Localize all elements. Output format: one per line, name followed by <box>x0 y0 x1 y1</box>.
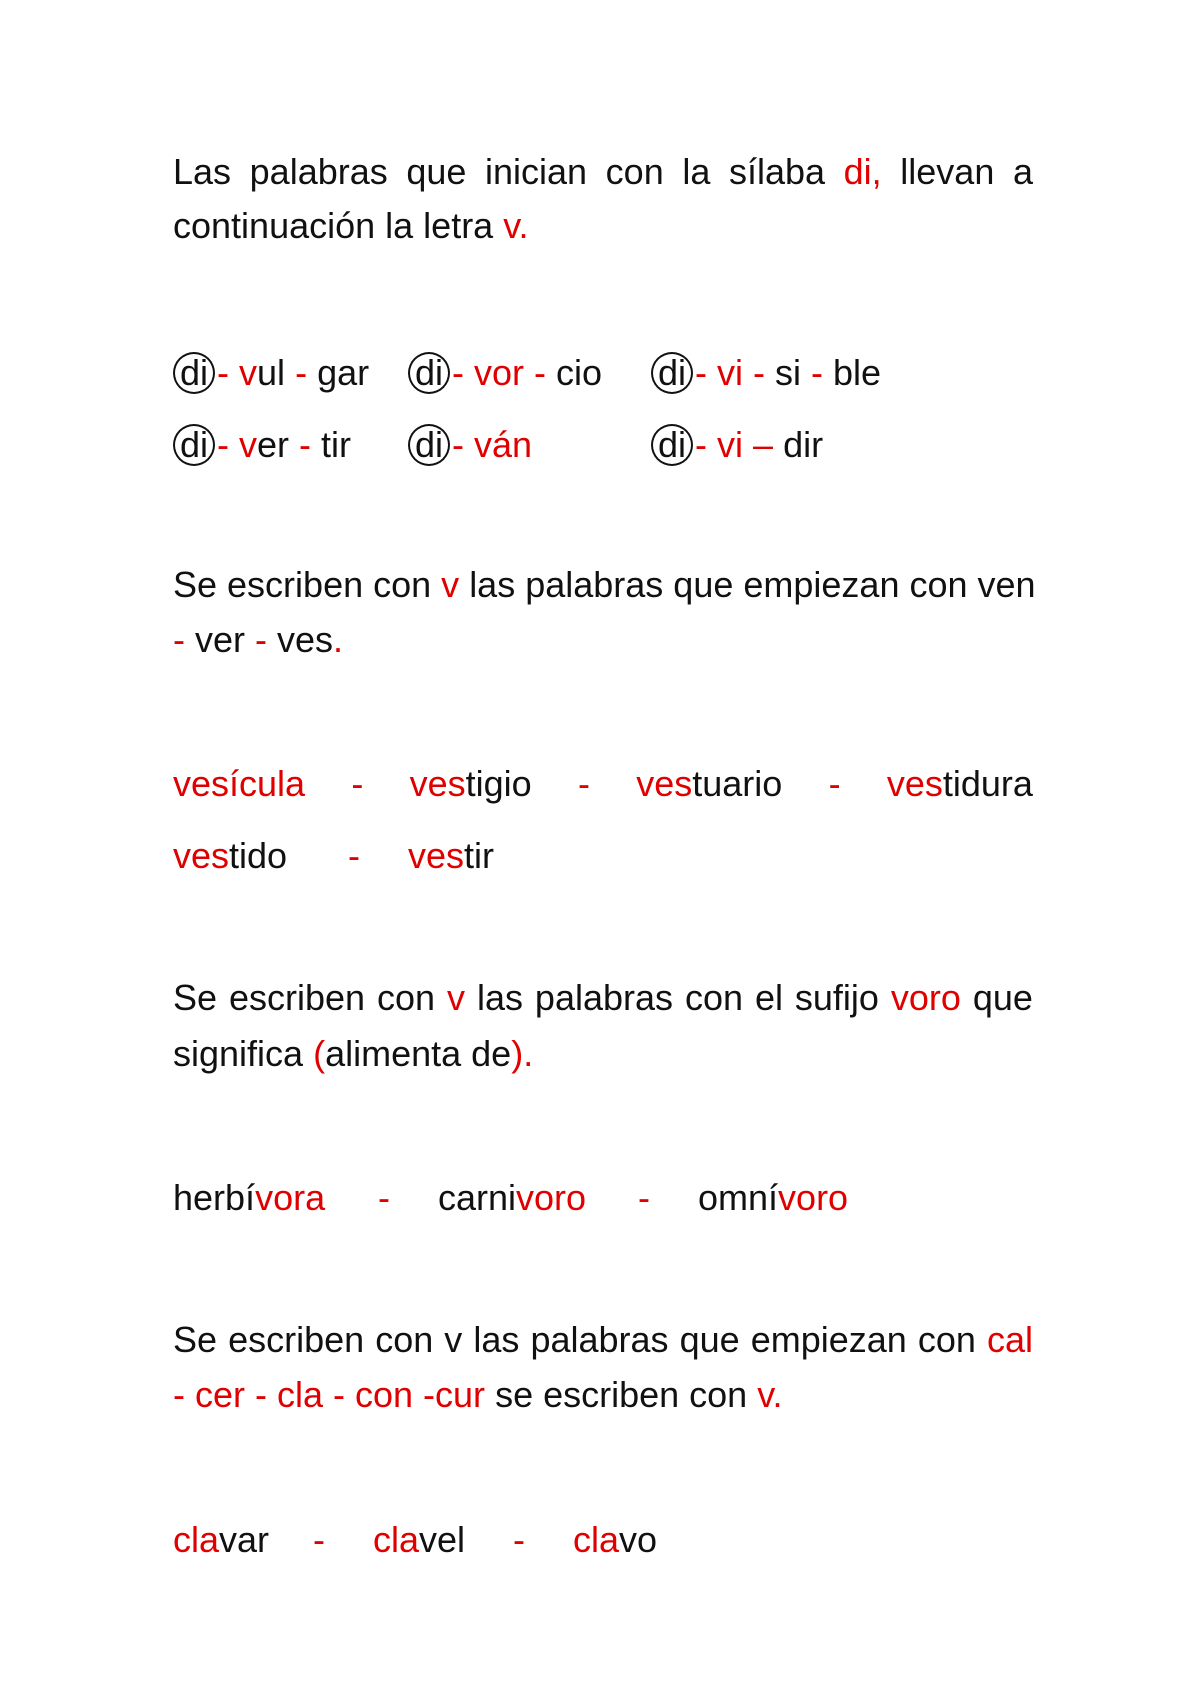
word-omnivoro: omnívoro <box>698 1177 849 1218</box>
syllable-di: di, <box>843 151 882 192</box>
word-clavel: clavel <box>373 1519 466 1560</box>
word-clavo: clavo <box>573 1519 658 1560</box>
word-divan: di - ván <box>408 424 532 466</box>
circled-di: di <box>408 352 450 394</box>
rule4-line2: - cer - cla - con -cur se escriben con v. <box>173 1374 783 1415</box>
word-vestir: vestir <box>408 835 495 876</box>
rule2-line2: - ver - ves. <box>173 619 344 660</box>
word-carnivoro: carnivoro <box>438 1177 587 1218</box>
ves-words-row1 <box>173 763 1033 804</box>
cla-words-row <box>173 1519 1033 1562</box>
word-vestidura: vestidura <box>886 763 1033 804</box>
separator: - <box>351 763 364 804</box>
separator: - <box>513 1519 525 1560</box>
ves-words-row2 <box>173 835 1033 878</box>
word-herbivora: herbívora <box>173 1177 326 1218</box>
separator: - <box>313 1519 325 1560</box>
circled-di: di <box>651 352 693 394</box>
rule3-line2: significa (alimenta de). <box>173 1033 534 1074</box>
word-clavar: clavar <box>173 1519 270 1560</box>
rule2-line1: Se escriben con v las palabras que empiezan con ven <box>173 564 1036 605</box>
rule1-line2: continuación la letra v. <box>173 205 529 246</box>
separator: - <box>348 835 360 876</box>
separator: - <box>577 763 590 804</box>
di-words-row1 <box>173 352 1033 392</box>
circled-di: di <box>408 424 450 466</box>
rule4-line1: Se escriben con v las palabras que empiezan con cal <box>173 1319 1033 1360</box>
separator: - <box>828 763 841 804</box>
circled-di: di <box>173 424 215 466</box>
word-vestido: vestido <box>173 835 288 876</box>
letter-v: v. <box>503 205 529 246</box>
word-divulgar: di - vul - gar <box>173 352 369 394</box>
di-words-row2 <box>173 424 1033 464</box>
word-divisible: di - vi - si - ble <box>651 352 881 394</box>
word-divorcio: di - vor - cio <box>408 352 602 394</box>
word-vestuario: vestuario <box>636 763 783 804</box>
separator: - <box>638 1177 650 1218</box>
circled-di: di <box>173 352 215 394</box>
circled-di: di <box>651 424 693 466</box>
rule3-line1: Se escriben con v las palabras con el sufijo voro que <box>173 977 1033 1018</box>
word-vestigio: vestigio <box>409 763 532 804</box>
word-divertir: di - ver - tir <box>173 424 351 466</box>
rule1-line1: Las palabras que inician con la sílaba di, llevan a <box>173 151 1033 192</box>
word-vesicula: vesícula <box>173 763 306 804</box>
separator: - <box>378 1177 390 1218</box>
voro-words-row <box>173 1177 1033 1220</box>
word-dividir: di - vi – dir <box>651 424 823 466</box>
